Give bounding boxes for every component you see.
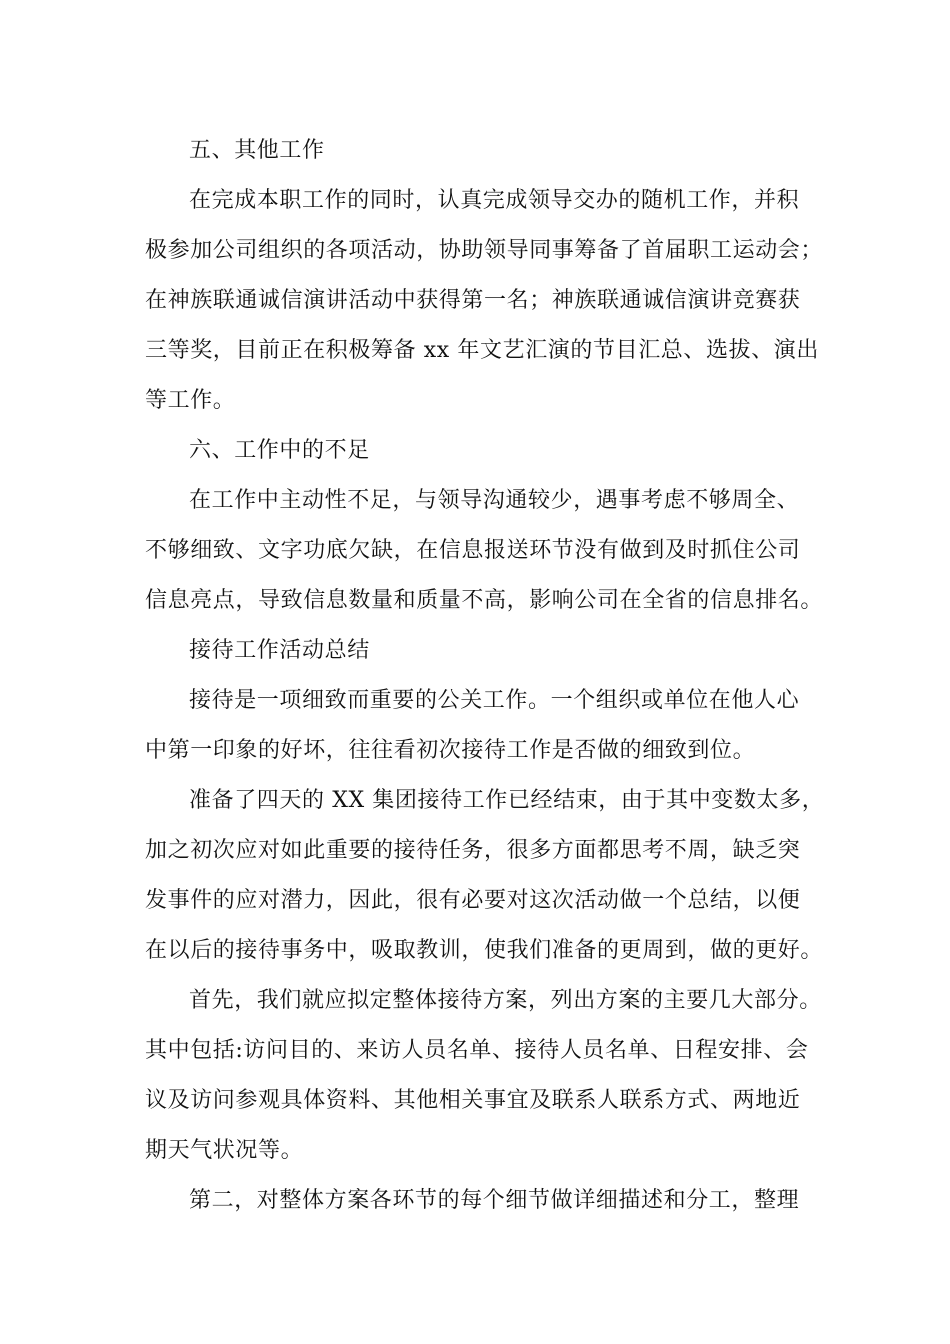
paragraph-line: 信息亮点，导致信息数量和质量不高，影响公司在全省的信息排名。: [145, 588, 824, 613]
paragraph-line: 议及访问参观具体资料、其他相关事宜及联系人联系方式、两地近: [145, 1088, 801, 1113]
paragraph-line: 首先，我们就应拟定整体接待方案，列出方案的主要几大部分。: [189, 988, 822, 1013]
paragraph-line: 在完成本职工作的同时，认真完成领导交办的随机工作，并积: [189, 188, 800, 213]
paragraph-line: 加之初次应对如此重要的接待任务，很多方面都思考不周，缺乏突: [145, 838, 801, 863]
paragraph-line: 极参加公司组织的各项活动，协助领导同事筹备了首届职工运动会；: [145, 238, 824, 263]
paragraph-line: 中第一印象的好坏，往往看初次接待工作是否做的细致到位。: [145, 738, 756, 763]
paragraph-line: 在工作中主动性不足，与领导沟通较少，遇事考虑不够周全、: [189, 488, 800, 513]
paragraph-line: 不够细致、文字功底欠缺，在信息报送环节没有做到及时抓住公司: [145, 538, 801, 563]
paragraph-line: 在神族联通诚信演讲活动中获得第一名；神族联通诚信演讲竞赛获: [145, 288, 801, 313]
paragraph-line: 准备了四天的 XX 集团接待工作已经结束，由于其中变数太多，: [189, 788, 825, 813]
paragraph-line: 其中包括:访问目的、来访人员名单、接待人员名单、日程安排、会: [145, 1038, 809, 1063]
heading-shortcomings: 六、工作中的不足: [189, 438, 370, 463]
paragraph-line: 第二，对整体方案各环节的每个细节做详细描述和分工，整理: [189, 1188, 800, 1213]
paragraph-line: 期天气状况等。: [145, 1138, 304, 1163]
paragraph-line: 等工作。: [145, 388, 236, 413]
paragraph-line: 三等奖，目前正在积极筹备 xx 年文艺汇演的节目汇总、选拔、演出: [145, 338, 820, 363]
heading-other-work: 五、其他工作: [189, 138, 325, 163]
paragraph-line: 接待是一项细致而重要的公关工作。一个组织或单位在他人心: [189, 688, 800, 713]
paragraph-line: 在以后的接待事务中，吸取教训，使我们准备的更周到，做的更好。: [145, 938, 824, 963]
paragraph-line: 发事件的应对潜力，因此，很有必要对这次活动做一个总结，以便: [145, 888, 801, 913]
heading-reception-summary: 接待工作活动总结: [189, 638, 370, 663]
